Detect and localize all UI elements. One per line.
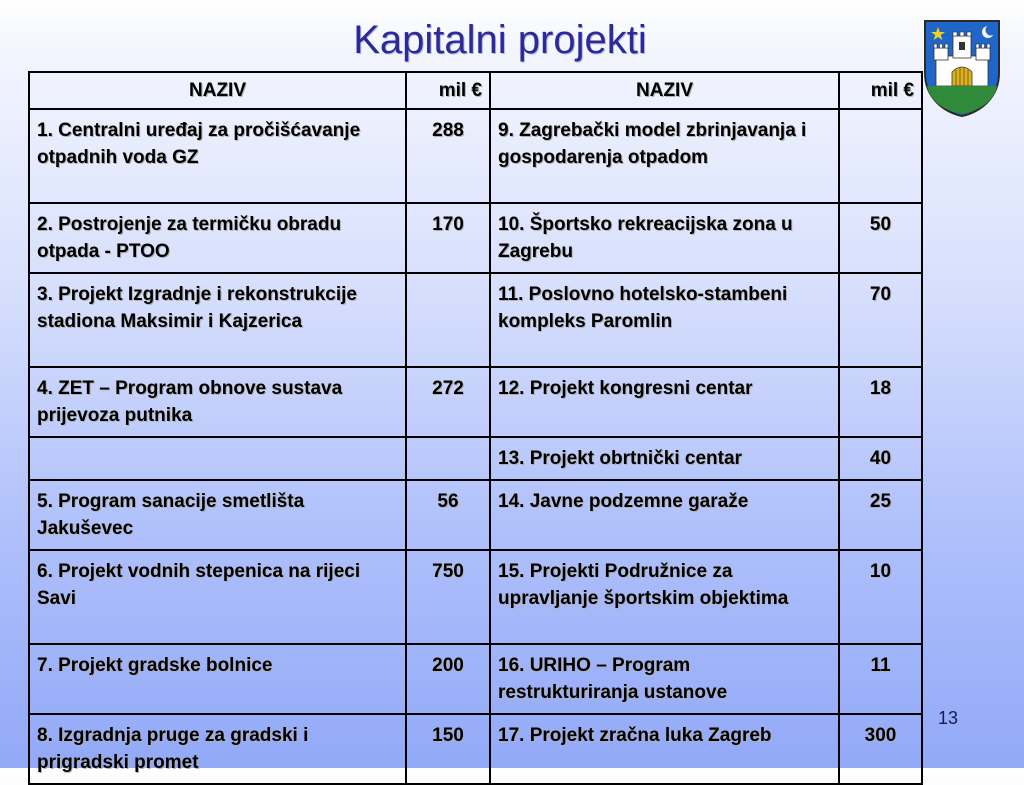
project-name-right: 9. Zagrebački model zbrinjavanja i gospodarenja otpadom <box>490 109 839 203</box>
table-row <box>29 367 922 437</box>
project-value-right: 10 <box>839 550 922 644</box>
project-value-left: 288 <box>406 109 490 203</box>
table-row <box>29 480 922 550</box>
project-value-right: 300 <box>839 714 922 784</box>
project-name-left <box>29 437 406 480</box>
project-name-left: 2. Postrojenje za termičku obradu otpada - PTOO <box>29 203 406 273</box>
project-value-right: 11 <box>839 644 922 714</box>
table-row <box>29 273 922 367</box>
project-name-left: 6. Projekt vodnih stepenica na rijeci Savi <box>29 550 406 644</box>
project-value-right <box>839 109 922 203</box>
project-value-right: 40 <box>839 437 922 480</box>
table-row <box>29 203 922 273</box>
project-value-right: 25 <box>839 480 922 550</box>
project-value-left: 750 <box>406 550 490 644</box>
table-row <box>29 550 922 644</box>
slide-title: Kapitalni projekti <box>353 18 647 62</box>
project-name-right: 10. Športsko rekreacijska zona u Zagrebu <box>490 203 839 273</box>
project-name-left: 5. Program sanacije smetlišta Jakuševec <box>29 480 406 550</box>
project-name-left: 1. Centralni uređaj za pročišćavanje otpadnih voda GZ <box>29 109 406 203</box>
project-value-left: 170 <box>406 203 490 273</box>
capital-projects-table <box>28 71 923 785</box>
column-header-value-right: mil € <box>839 72 922 109</box>
project-name-left: 4. ZET – Program obnove sustava prijevoza putnika <box>29 367 406 437</box>
table-row <box>29 714 922 784</box>
project-value-left <box>406 437 490 480</box>
column-header-value-left: mil € <box>406 72 490 109</box>
project-name-right: 15. Projekti Podružnice za upravljanje športskim objektima <box>490 550 839 644</box>
project-value-right: 18 <box>839 367 922 437</box>
project-name-right: 17. Projekt zračna luka Zagreb <box>490 714 839 784</box>
zagreb-crest-icon <box>922 18 1002 118</box>
project-value-right: 70 <box>839 273 922 367</box>
slide-number: 13 <box>938 708 959 728</box>
project-value-left: 56 <box>406 480 490 550</box>
table-row <box>29 109 922 203</box>
project-value-left: 200 <box>406 644 490 714</box>
project-name-right: 12. Projekt kongresni centar <box>490 367 839 437</box>
project-name-right: 16. URIHO – Program restrukturiranja ustanove <box>490 644 839 714</box>
project-value-right: 50 <box>839 203 922 273</box>
project-name-right: 11. Poslovno hotelsko-stambeni kompleks Paromlin <box>490 273 839 367</box>
project-name-left: 7. Projekt gradske bolnice <box>29 644 406 714</box>
table-row <box>29 437 922 480</box>
column-header-name-right: NAZIV <box>490 72 839 109</box>
project-name-left: 8. Izgradnja pruge za gradski i prigradski promet <box>29 714 406 784</box>
project-value-left <box>406 273 490 367</box>
project-value-left: 150 <box>406 714 490 784</box>
project-name-left: 3. Projekt Izgradnje i rekonstrukcije stadiona Maksimir i Kajzerica <box>29 273 406 367</box>
project-value-left: 272 <box>406 367 490 437</box>
table-header-row <box>29 72 922 109</box>
project-name-right: 13. Projekt obrtnički centar <box>490 437 839 480</box>
project-name-right: 14. Javne podzemne garaže <box>490 480 839 550</box>
column-header-name-left: NAZIV <box>29 72 406 109</box>
table-row <box>29 644 922 714</box>
